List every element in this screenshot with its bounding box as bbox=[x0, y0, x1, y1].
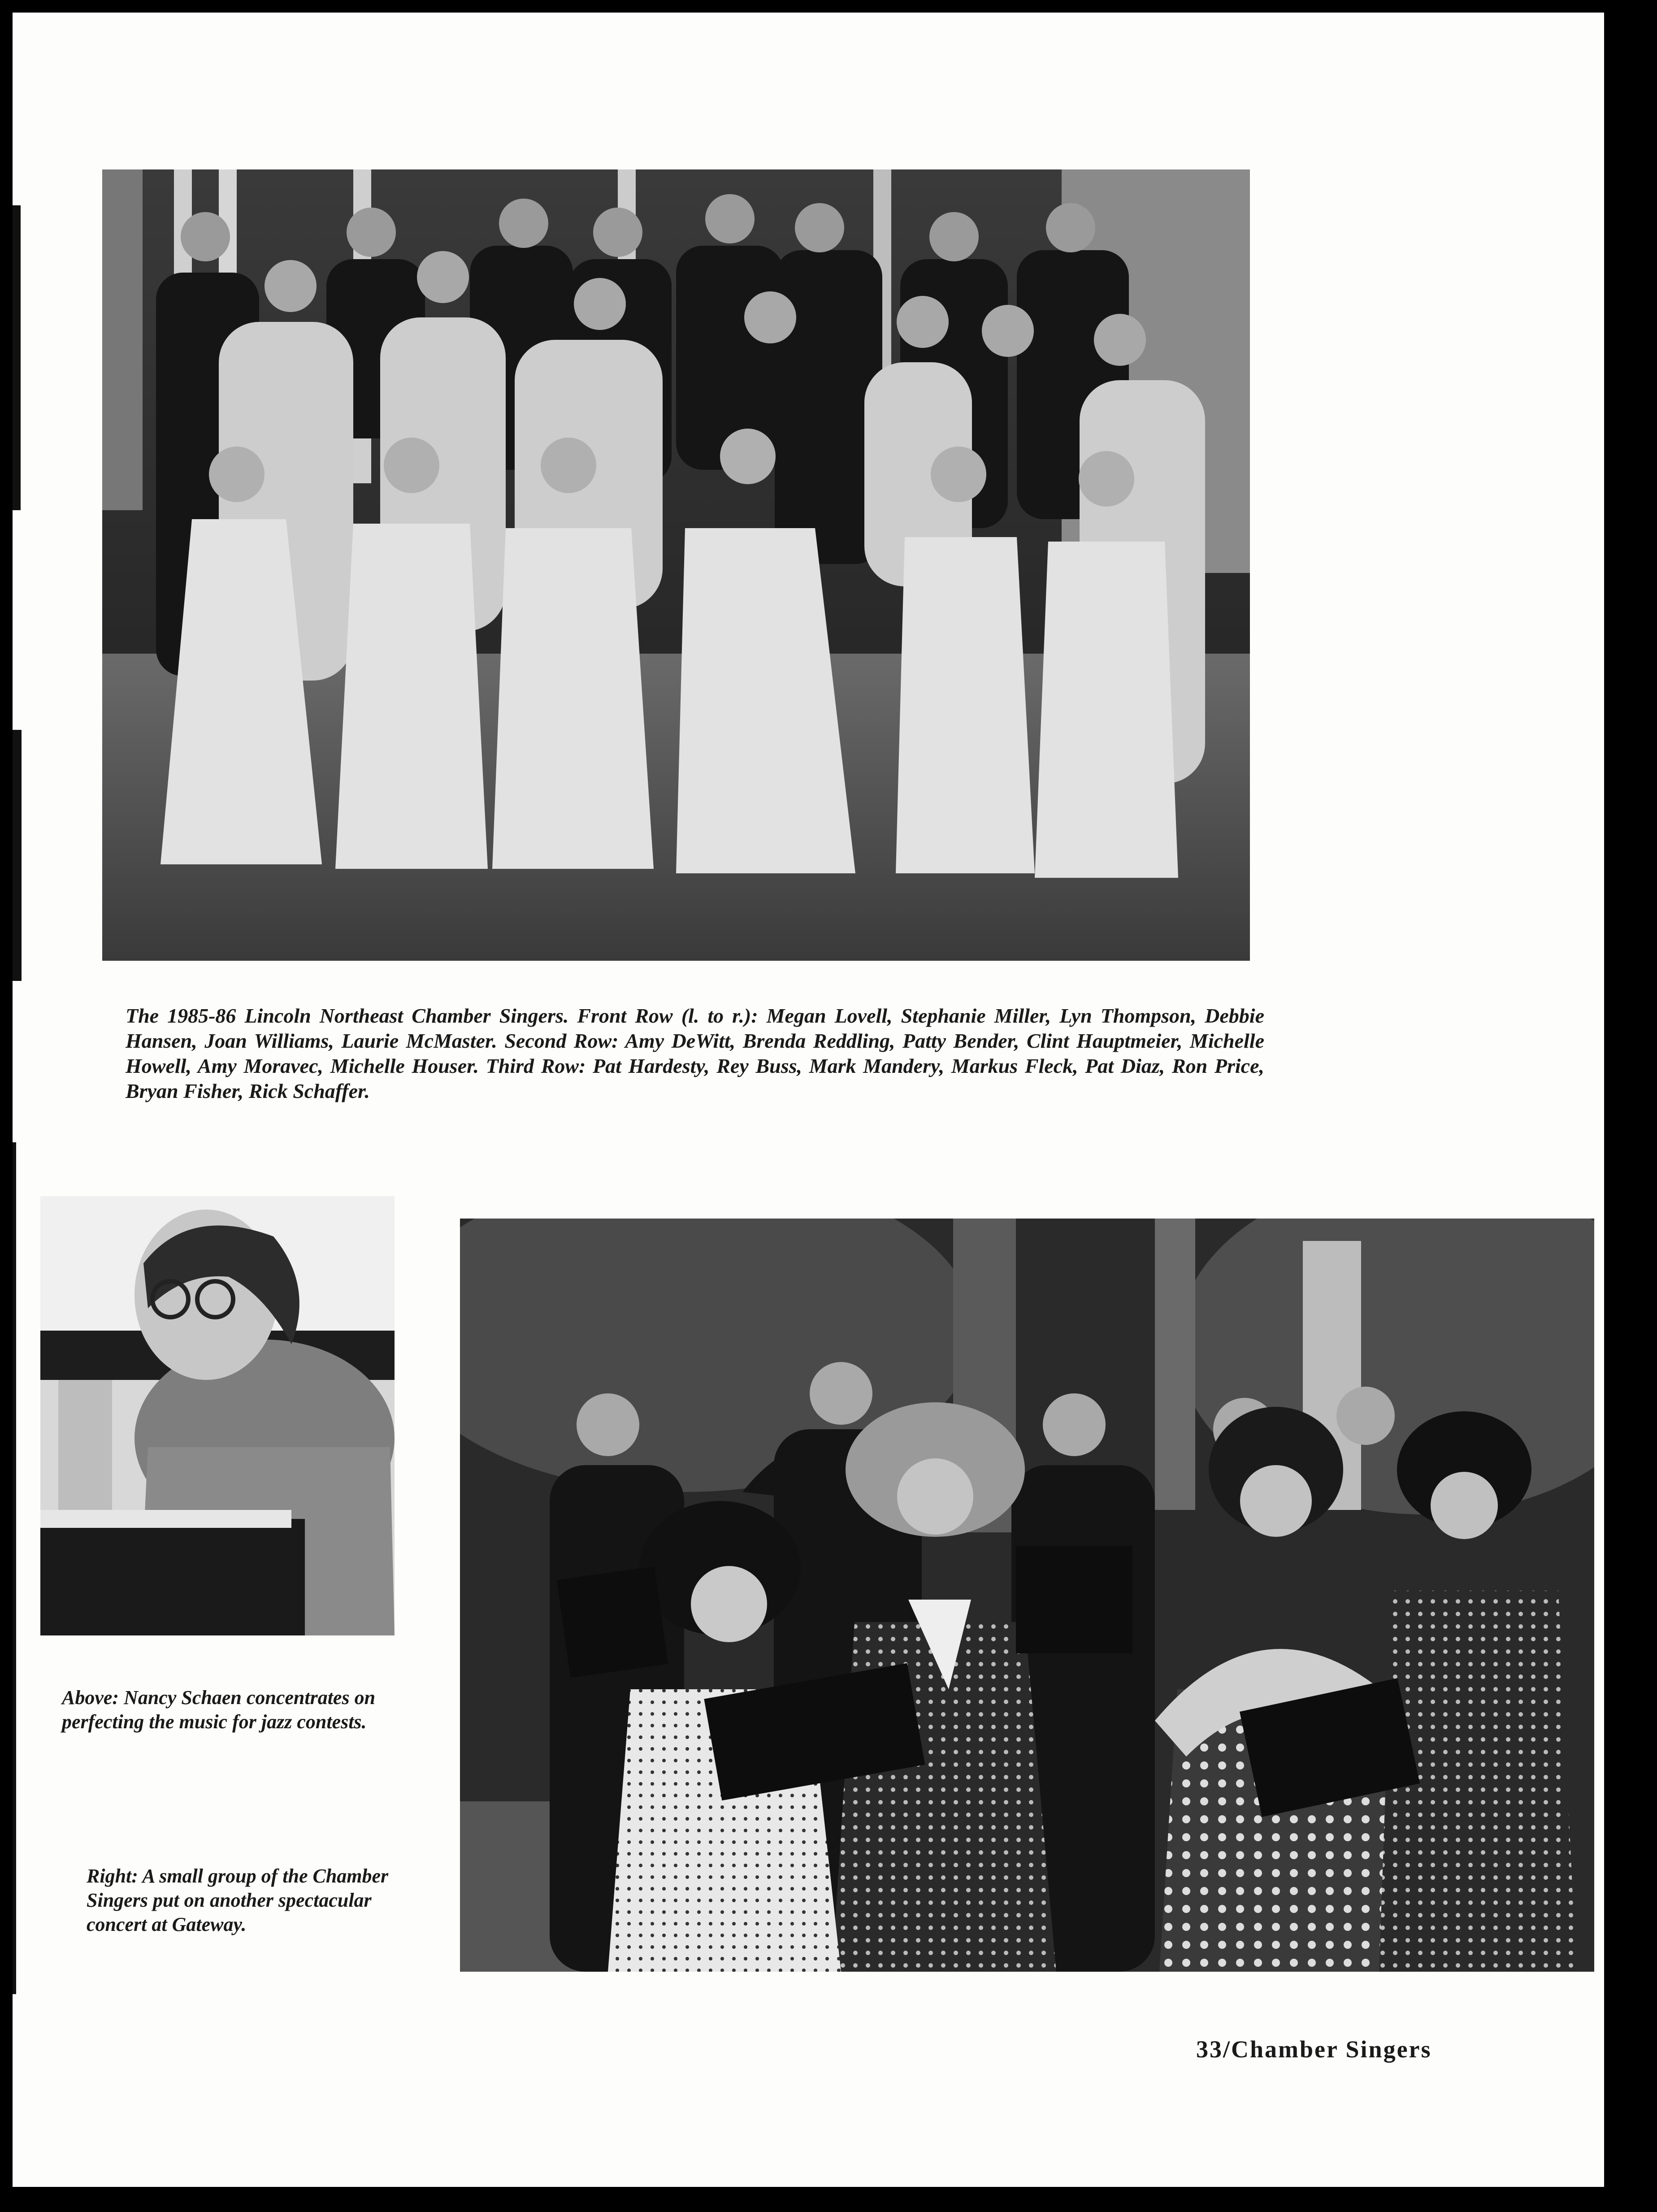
above-caption: Above: Nancy Schaen concentrates on perfecting the music for jazz contests. bbox=[62, 1687, 376, 1733]
nancy-schaen-photo bbox=[40, 1196, 395, 1635]
binding-mark bbox=[13, 1142, 16, 1994]
page-folio: 33/Chamber Singers bbox=[1196, 2036, 1432, 2063]
group-portrait-image bbox=[102, 169, 1250, 961]
group-portrait-photo bbox=[102, 169, 1250, 961]
nancy-schaen-image bbox=[40, 1196, 395, 1635]
gateway-concert-photo bbox=[460, 1219, 1594, 1972]
gateway-concert-image bbox=[460, 1219, 1594, 1972]
binding-mark bbox=[13, 205, 21, 510]
yearbook-page bbox=[13, 13, 1604, 2187]
right-caption: Right: A small group of the Chamber Singers put on another spectacular concert at Gateway. bbox=[87, 1865, 389, 1935]
group-portrait-caption: The 1985-86 Lincoln Northeast Chamber Singers. Front Row (l. to r.): Megan Lovell, Stephanie Miller, Lyn Thompson, Debbie Hansen, Joan Williams, Laurie McMaster. Second Row: Amy DeWitt, Brenda Reddling, Patty Bender, Clint Hauptmeier, Michelle Howell, Amy Moravec, Michelle Houser. Third Row: Pat Hardesty, Rey Buss, Mark Mandery, Markus Fleck, Pat Diaz, Ron Price, Bryan Fisher, Rick Schaffer. bbox=[126, 1004, 1264, 1102]
binding-mark bbox=[13, 730, 22, 981]
